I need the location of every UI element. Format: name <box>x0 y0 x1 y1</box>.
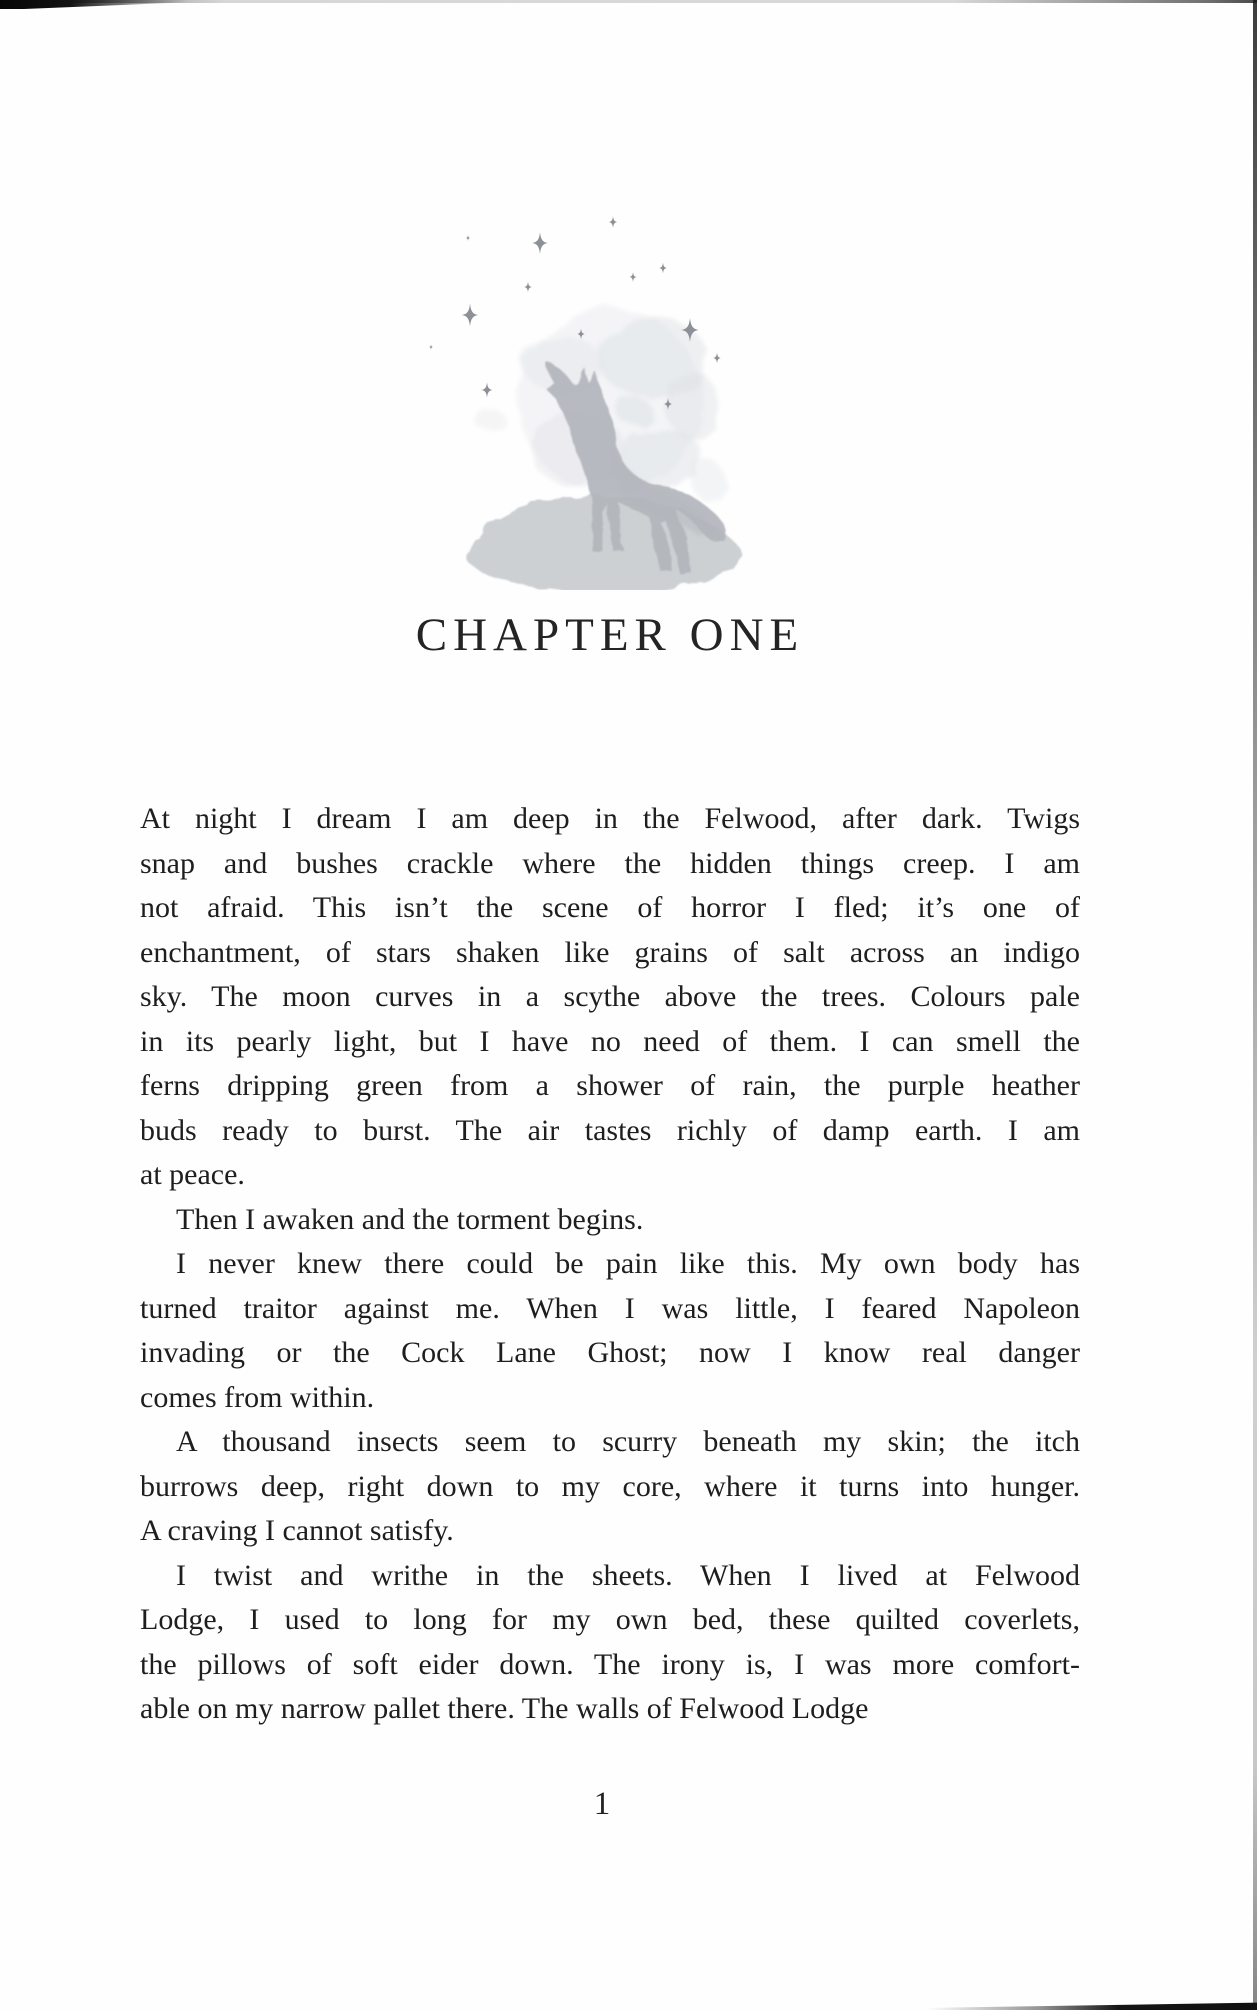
text-line: I twist and writhe in the sheets. When I lived at Felwood <box>176 1558 1080 1592</box>
text-line: At night I dream I am deep in the Felwood, after dark. Twigs <box>140 802 1080 835</box>
text-line: snap and bushes crackle where the hidden things creep. I am <box>140 846 1080 880</box>
star-icon <box>609 216 618 228</box>
star-icon <box>466 235 470 241</box>
page-number: 1 <box>593 1786 611 1822</box>
wolf-howling-illustration <box>410 150 790 590</box>
body-text-block <box>140 797 1080 1732</box>
star-icon <box>629 272 636 282</box>
star-icon <box>659 263 667 274</box>
text-line: comes from within. <box>140 1380 375 1414</box>
text-line: enchantment, of stars shaken like grains of salt across an indigo <box>140 935 1080 969</box>
text-line: Then I awaken and the torment begins. <box>176 1202 644 1236</box>
text-line: A craving I cannot satisfy. <box>140 1514 454 1547</box>
text-line: the pillows of soft eider down. The irony is, I was more comfort- <box>140 1647 1080 1681</box>
text-line: invading or the Cock Lane Ghost; now I know real danger <box>140 1336 1080 1369</box>
text-line: sky. The moon curves in a scythe above the trees. Colours pale <box>140 980 1080 1013</box>
text-line: able on my narrow pallet there. The walls of Felwood Lodge <box>140 1692 869 1725</box>
text-line: ferns dripping green from a shower of rain, the purple heather <box>140 1069 1080 1102</box>
text-line: at peace. <box>140 1158 245 1191</box>
text-line: buds ready to burst. The air tastes richly of damp earth. I am <box>140 1113 1080 1147</box>
text-line: turned traitor against me. When I was little, I feared Napoleon <box>140 1291 1080 1325</box>
text-line: Lodge, I used to long for my own bed, these quilted coverlets, <box>140 1603 1080 1636</box>
star-icon <box>713 353 721 364</box>
scan-artifact-bottom-right-edge <box>927 2002 1257 2010</box>
text-line: in its pearly light, but I have no need of them. I can smell the <box>140 1024 1080 1058</box>
star-icon <box>524 282 532 293</box>
illustration-canvas <box>410 150 790 590</box>
scan-artifact-top-left-wedge <box>0 0 200 9</box>
star-icon <box>532 232 548 254</box>
text-line: I never knew there could be pain like this. My own body has <box>176 1247 1080 1280</box>
chapter-title: CHAPTER ONE <box>415 609 805 661</box>
text-line: burrows deep, right down to my core, where it turns into hunger. <box>140 1469 1080 1503</box>
star-icon <box>481 382 492 397</box>
star-icon <box>429 344 433 350</box>
text-line: A thousand insects seem to scurry beneath my skin; the itch <box>176 1425 1080 1458</box>
scan-artifact-right-edge <box>1253 0 1257 2010</box>
text-line: not afraid. This isn’t the scene of horror I fled; it’s one of <box>140 891 1080 924</box>
star-icon <box>462 303 479 326</box>
